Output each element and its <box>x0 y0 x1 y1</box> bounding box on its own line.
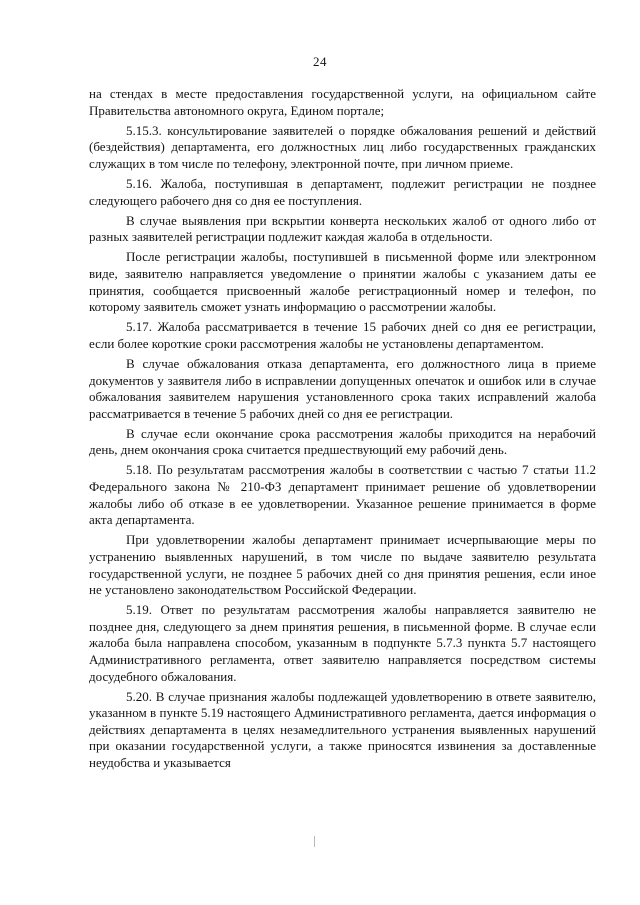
page-number: 24 <box>313 54 327 69</box>
paragraph: на стендах в месте предоставления государственной услуги, на официальном сайте Правительства автономного округа, Едином портале; <box>89 86 596 118</box>
paragraph: В случае выявления при вскрытии конверта нескольких жалоб от одного либо от разных заявителей регистрации подлежит каждая жалоба в отдельности. <box>89 212 596 245</box>
document-text <box>89 86 596 775</box>
paragraph: 5.20. В случае признания жалобы подлежащей удовлетворению в ответе заявителю, указанном в пункте 5.19 настоящего Административного регламента, дается информация о действиях департамента в целях незамедлительного устранения выявленных нарушений при оказании государственной услуги, а также приносятся извинения за доставленные неудобства и указывается <box>89 688 596 771</box>
scan-mark <box>314 836 315 847</box>
paragraph: 5.19. Ответ по результатам рассмотрения жалобы направляется заявителю не позднее дня, следующего за днем принятия решения, в письменной форме. В случае если жалоба была направлена способом, указанным в подпункте 5.7.3 пункта 5.7 настоящего Административного регламента, ответ заявителю направляется посредством системы досудебного обжалования. <box>89 602 596 684</box>
paragraph: При удовлетворении жалобы департамент принимает исчерпывающие меры по устранению выявленных нарушений, в том числе по выдаче заявителю результата государственной услуги, не позднее 5 рабочих дней со дня принятия решения, если иное не установлено законодательством Российской Федерации. <box>89 532 596 598</box>
paragraph: 5.18. По результатам рассмотрения жалобы в соответствии с частью 7 статьи 11.2 Федерального закона № 210-ФЗ департамент принимает решение об удовлетворении жалобы либо об отказе в ее удовлетворении. Указанное решение принимается в форме акта департамента. <box>89 462 596 528</box>
paragraph: 5.16. Жалоба, поступившая в департамент, подлежит регистрации не позднее следующего рабочего дня со дня ее поступления. <box>89 175 596 208</box>
paragraph: В случае обжалования отказа департамента, его должностного лица в приеме документов у заявителя либо в исправлении допущенных опечаток и ошибок или в случае обжалования заявителем нарушения установленного срока таких исправлений жалоба рассматривается в течение 5 рабочих дней со дня ее регистрации. <box>89 355 596 421</box>
paragraph: 5.15.3. консультирование заявителей о порядке обжалования решений и действий (бездействия) департамента, его должностных лиц либо государственных гражданских служащих в том числе по телефону, электронной почте, при личном приеме. <box>89 122 596 171</box>
paragraph: 5.17. Жалоба рассматривается в течение 15 рабочих дней со дня ее регистрации, если более короткие сроки рассмотрения жалобы не установлены департаментом. <box>89 319 596 351</box>
paragraph: После регистрации жалобы, поступившей в письменной форме или электронном виде, заявителю направляется уведомление о принятии жалобы с указанием даты ее принятия, сообщается присвоенный жалобе регистрационный номер и телефон, по которому заявитель сможет узнать информацию о рассмотрении жалобы. <box>89 249 596 315</box>
paragraph: В случае если окончание срока рассмотрения жалобы приходится на нерабочий день, днем окончания срока считается предшествующий ему рабочий день. <box>89 425 596 458</box>
